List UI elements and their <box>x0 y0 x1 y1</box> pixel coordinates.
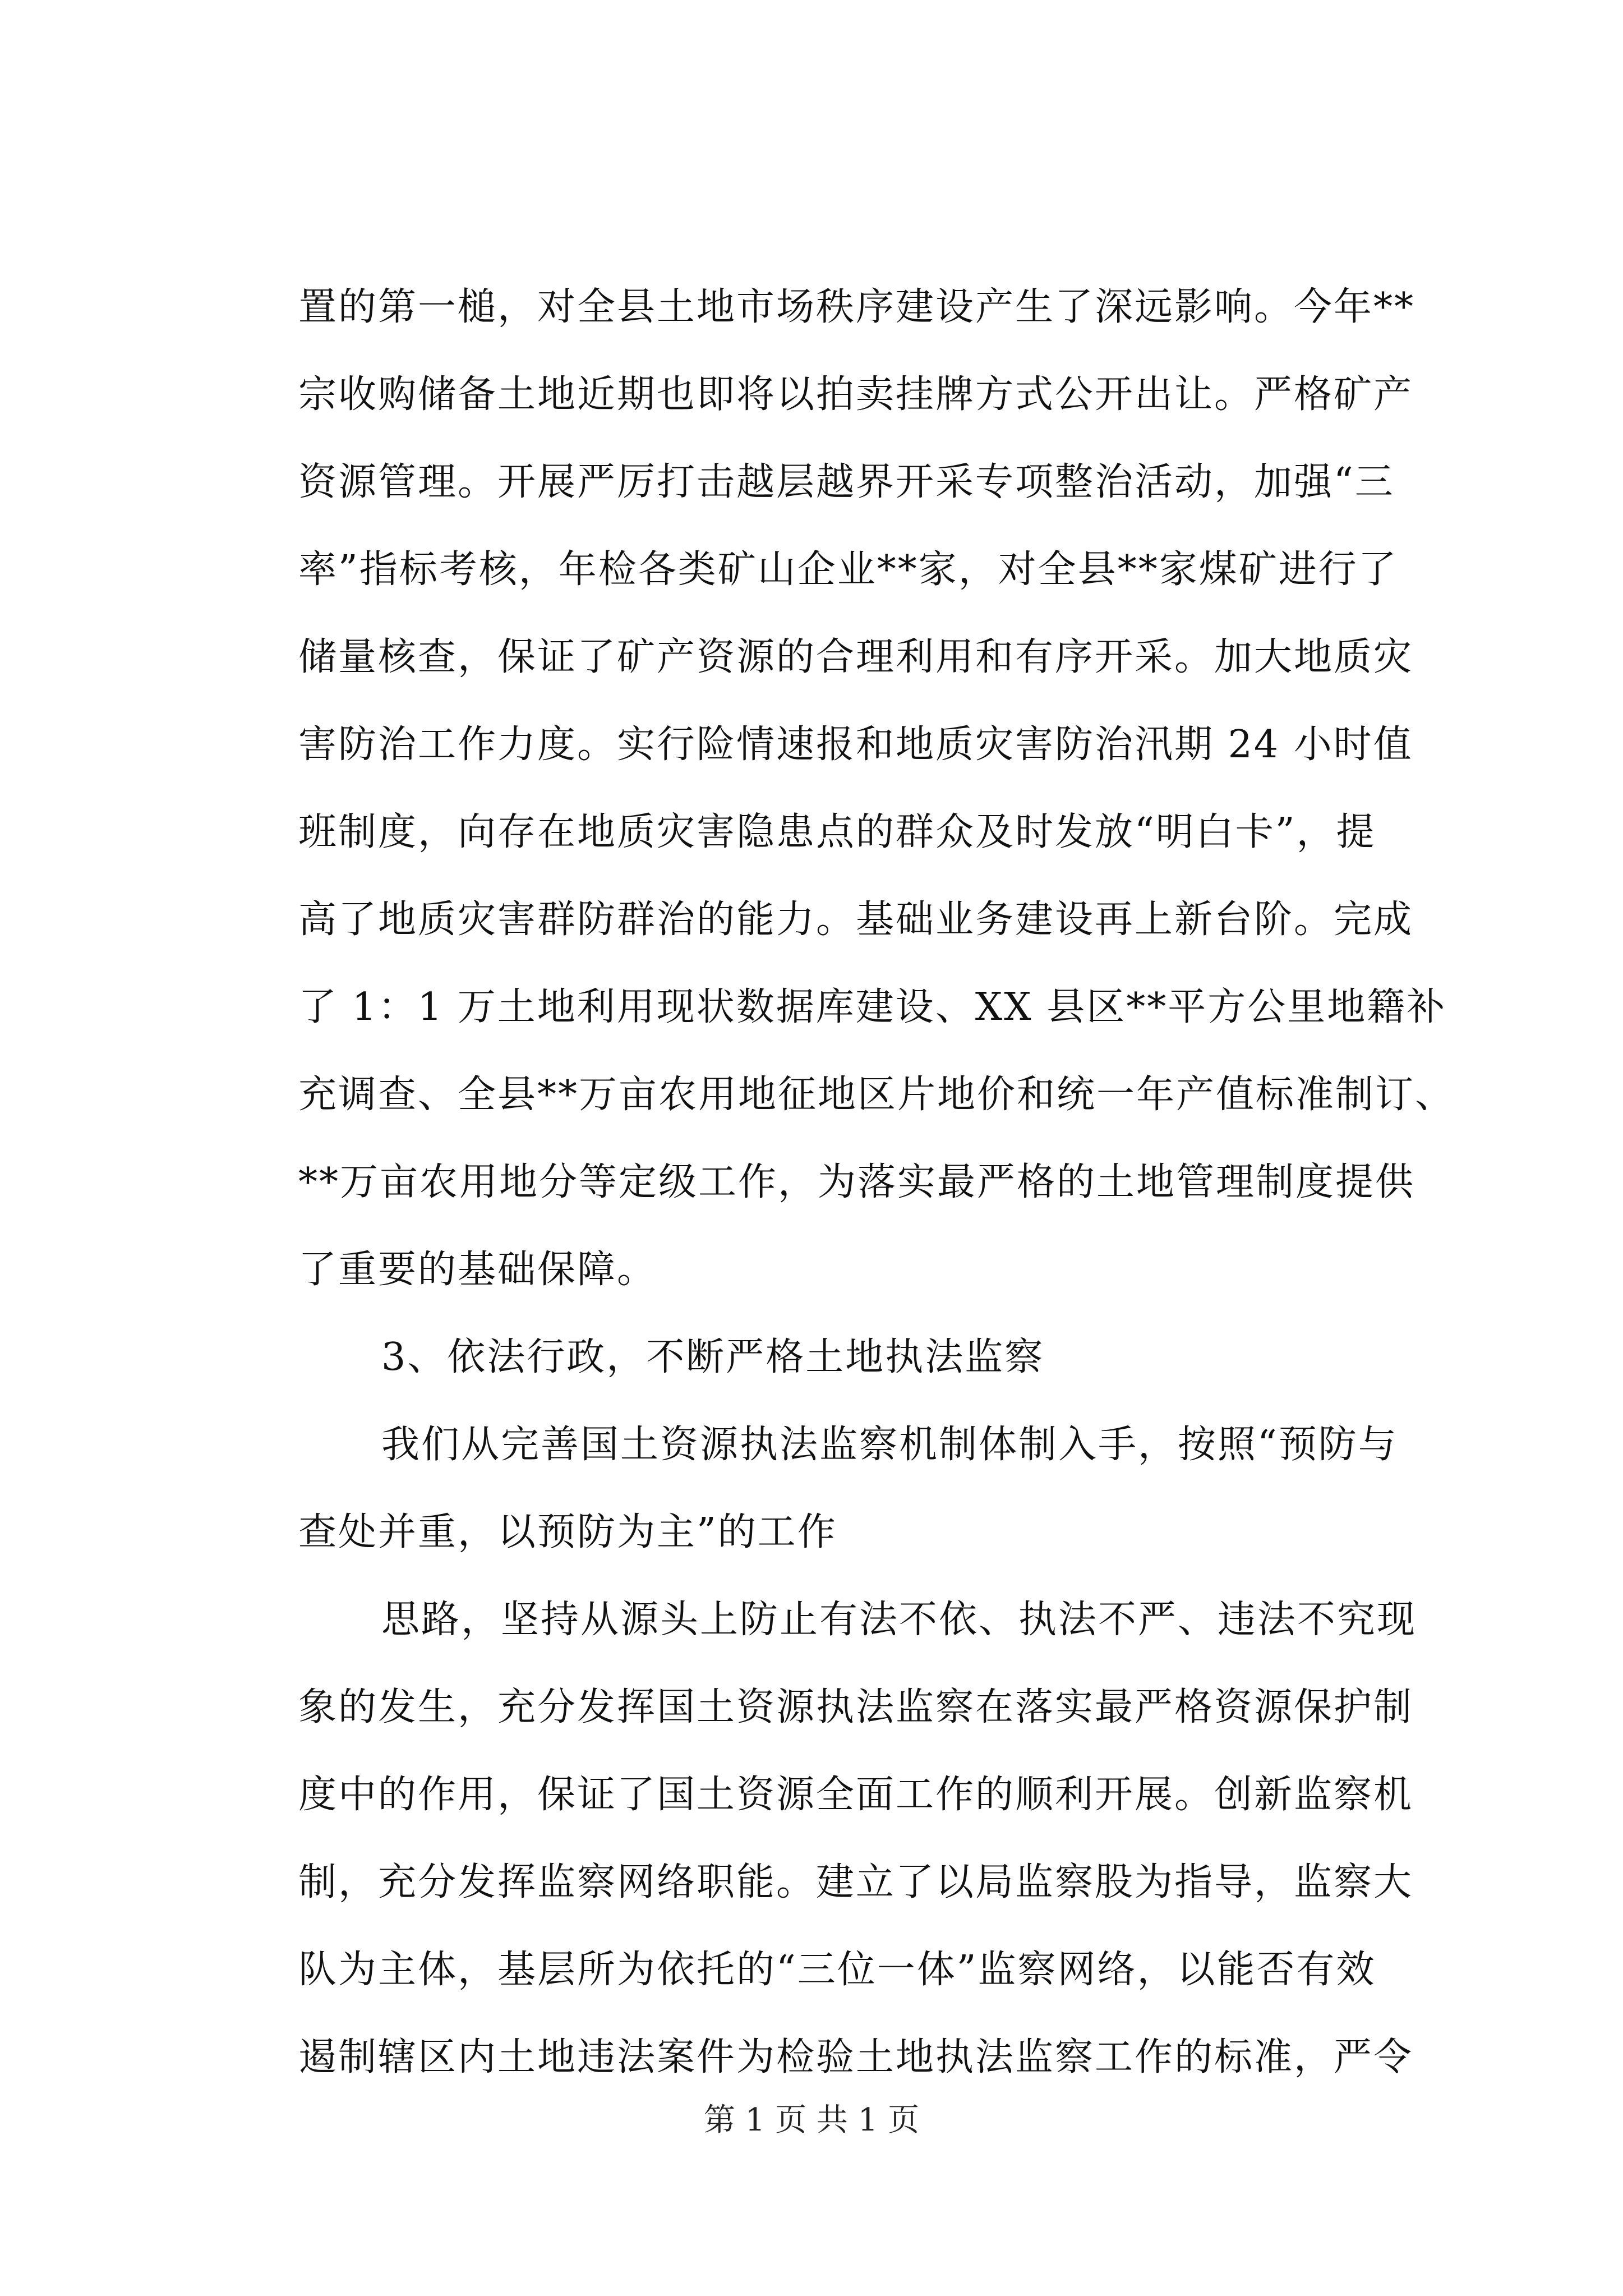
text-line: 了重要的基础保障。 <box>298 1248 657 1292</box>
text-line: 队为主体，基层所为依托的“三位一体”监察网络，以能否有效 <box>298 1948 1376 1992</box>
text-line: 象的发生，充分发挥国土资源执法监察在落实最严格资源保护制 <box>298 1685 1414 1729</box>
text-line: 害防治工作力度。实行险情速报和地质灾害防治汛期 24 小时值 <box>298 723 1413 767</box>
document-body <box>298 264 1455 2101</box>
text-line: **万亩农用地分等定级工作，为落实最严格的土地管理制度提供 <box>298 1160 1415 1204</box>
text-line: 度中的作用，保证了国土资源全面工作的顺利开展。创新监察机 <box>298 1773 1414 1817</box>
text-line: 遏制辖区内土地违法案件为检验土地执法监察工作的标准，严令 <box>298 2035 1414 2079</box>
text-line: 置的第一槌，对全县土地市场秩序建设产生了深远影响。今年** <box>298 285 1415 329</box>
text-line: 储量核查，保证了矿产资源的合理利用和有序开采。加大地质灾 <box>298 635 1414 679</box>
text-line: 宗收购储备土地近期也即将以拍卖挂牌方式公开出让。严格矿产 <box>298 372 1414 417</box>
text-line: 高了地质灾害群防群治的能力。基础业务建设再上新台阶。完成 <box>298 898 1414 942</box>
page-footer <box>0 2098 1623 2143</box>
paragraph-start-line: 我们从完善国土资源执法监察机制体制入手，按照“预防与 <box>381 1423 1398 1467</box>
text-line: 率”指标考核，年检各类矿山企业**家，对全县**家煤矿进行了 <box>298 547 1398 592</box>
text-line: 资源管理。开展严厉打击越层越界开采专项整治活动，加强“三 <box>298 460 1395 504</box>
text-line: 制，充分发挥监察网络职能。建立了以局监察股为指导，监察大 <box>298 1860 1414 1904</box>
section-heading: 3、依法行政，不断严格土地执法监察 <box>381 1335 1045 1379</box>
paragraph-start-line: 思路，坚持从源头上防止有法不依、执法不严、违法不究现 <box>381 1598 1417 1642</box>
text-line: 查处并重，以预防为主”的工作 <box>298 1510 837 1554</box>
text-line: 了 1：1 万土地利用现状数据库建设、XX 县区**平方公里地籍补 <box>298 985 1447 1029</box>
text-line: 充调查、全县**万亩农用地征地区片地价和统一年产值标准制订、 <box>298 1073 1455 1117</box>
page-number-label: 第 1 页 共 1 页 <box>703 2102 920 2138</box>
text-line: 班制度，向存在地质灾害隐患点的群众及时发放“明白卡”，提 <box>298 810 1376 854</box>
